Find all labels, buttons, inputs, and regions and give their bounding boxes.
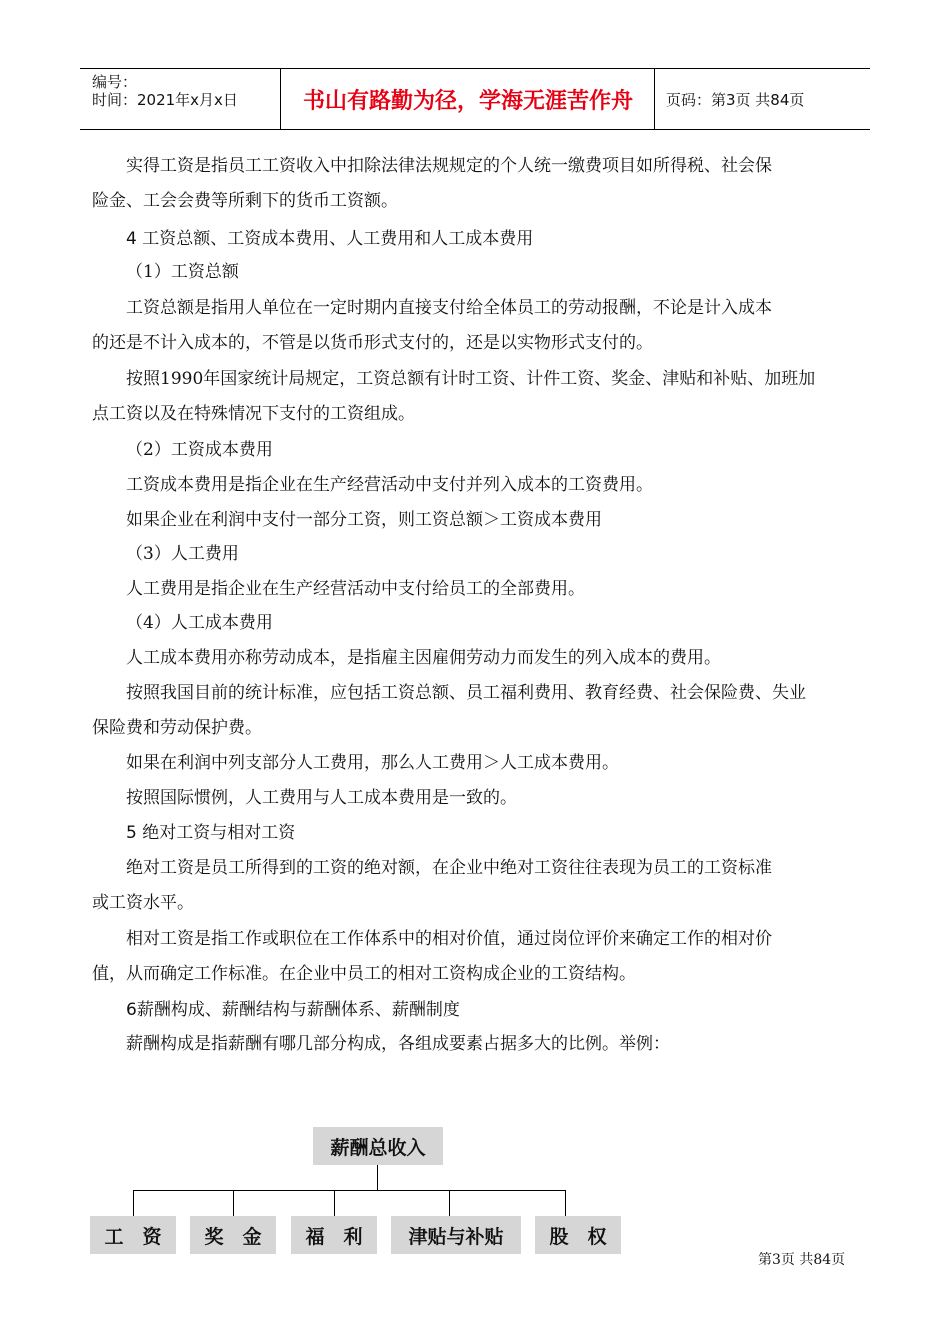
body-line: 绝对工资是员工所得到的工资的绝对额，在企业中绝对工资往往表现为员工的工资标准 bbox=[126, 858, 772, 878]
diagram-connector bbox=[133, 1190, 565, 1191]
sub-heading: （4）人工成本费用 bbox=[126, 613, 273, 633]
body-line: 实得工资是指员工工资收入中扣除法律法规规定的个人统一缴费项目如所得税、社会保 bbox=[126, 156, 772, 176]
header-divider bbox=[280, 69, 281, 129]
diagram-connector bbox=[334, 1190, 335, 1216]
diagram-connector bbox=[133, 1190, 134, 1216]
body-line: 按照国际惯例，人工费用与人工成本费用是一致的。 bbox=[126, 788, 517, 808]
diagram-connector bbox=[233, 1190, 234, 1216]
body-line: 如果在利润中列支部分人工费用，那么人工费用＞人工成本费用。 bbox=[126, 753, 619, 773]
diagram-connector bbox=[565, 1190, 566, 1216]
sub-heading: （3）人工费用 bbox=[126, 544, 239, 564]
body-line: 工资成本费用是指企业在生产经营活动中支付并列入成本的工资费用。 bbox=[126, 475, 653, 495]
document-time: 时间：2021年x月x日 bbox=[92, 91, 238, 109]
diagram-node-wages: 工 资 bbox=[90, 1216, 176, 1254]
diagram-connector bbox=[449, 1190, 450, 1216]
diagram-node-bonus: 奖 金 bbox=[190, 1216, 276, 1254]
diagram-connector bbox=[377, 1165, 378, 1190]
header-divider bbox=[654, 69, 655, 129]
body-line: 按照1990年国家统计局规定，工资总额有计时工资、计件工资、奖金、津贴和补贴、加班加 bbox=[126, 369, 816, 389]
body-line: 点工资以及在特殊情况下支付的工资组成。 bbox=[92, 404, 415, 424]
sub-heading: （2）工资成本费用 bbox=[126, 440, 273, 460]
body-line: 的还是不计入成本的，不管是以货币形式支付的，还是以实物形式支付的。 bbox=[92, 333, 653, 353]
body-line: 如果企业在利润中支付一部分工资，则工资总额＞工资成本费用 bbox=[126, 510, 602, 530]
body-line: 相对工资是指工作或职位在工作体系中的相对价值，通过岗位评价来确定工作的相对价 bbox=[126, 929, 772, 949]
section-heading: 4 工资总额、工资成本费用、人工费用和人工成本费用 bbox=[126, 229, 534, 249]
body-line: 值，从而确定工作标准。在企业中员工的相对工资构成企业的工资结构。 bbox=[92, 964, 636, 984]
body-line: 人工成本费用亦称劳动成本，是指雇主因雇佣劳动力而发生的列入成本的费用。 bbox=[126, 648, 721, 668]
body-line: 工资总额是指用人单位在一定时期内直接支付给全体员工的劳动报酬，不论是计入成本 bbox=[126, 298, 772, 318]
body-line: 人工费用是指企业在生产经营活动中支付给员工的全部费用。 bbox=[126, 579, 585, 599]
section-heading: 6薪酬构成、薪酬结构与薪酬体系、薪酬制度 bbox=[126, 1000, 460, 1020]
document-code: 编号： bbox=[92, 73, 138, 91]
diagram-node-allowance: 津贴与补贴 bbox=[391, 1216, 521, 1254]
header-page-number: 页码：第3页 共84页 bbox=[666, 91, 805, 109]
header-motto: 书山有路勤为径，学海无涯苦作舟 bbox=[302, 88, 633, 114]
body-line: 或工资水平。 bbox=[92, 893, 194, 913]
body-line: 薪酬构成是指薪酬有哪几部分构成，各组成要素占据多大的比例。举例： bbox=[126, 1034, 670, 1054]
diagram-node-welfare: 福 利 bbox=[291, 1216, 377, 1254]
section-heading: 5 绝对工资与相对工资 bbox=[126, 823, 296, 843]
footer-page-number: 第3页 共84页 bbox=[758, 1252, 846, 1268]
body-line: 险金、工会会费等所剩下的货币工资额。 bbox=[92, 191, 398, 211]
page-header bbox=[80, 68, 870, 130]
diagram-node-equity: 股 权 bbox=[535, 1216, 621, 1254]
body-line: 保险费和劳动保护费。 bbox=[92, 718, 262, 738]
body-line: 按照我国目前的统计标准，应包括工资总额、员工福利费用、教育经费、社会保险费、失业 bbox=[126, 683, 806, 703]
diagram-root-node: 薪酬总收入 bbox=[313, 1127, 443, 1165]
sub-heading: （1）工资总额 bbox=[126, 262, 239, 282]
